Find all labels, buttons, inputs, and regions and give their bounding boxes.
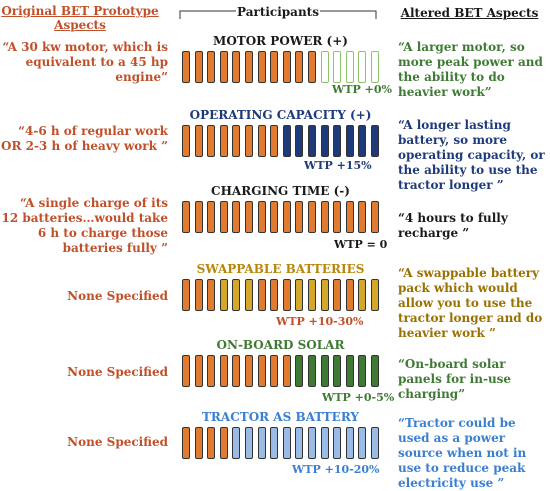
section-tractor-as-battery bbox=[0, 410, 550, 490]
altered-aspect-text: “A longer lasting battery, so more operating capacity, or the ability to use the tractor longer ” bbox=[398, 118, 545, 192]
participant-bar bbox=[220, 51, 228, 83]
participant-bar bbox=[220, 427, 228, 459]
header-participants: Participants bbox=[237, 5, 319, 19]
participant-bar bbox=[283, 125, 291, 157]
participant-bar bbox=[358, 355, 366, 387]
participant-bar bbox=[333, 279, 341, 311]
participant-bar bbox=[258, 355, 266, 387]
participant-bar bbox=[321, 51, 329, 83]
section-title: TRACTOR AS BATTERY bbox=[202, 410, 359, 424]
altered-aspect-text: “Tractor could be used as a power source when not in use to reduce peak electricity use ” bbox=[398, 416, 527, 490]
participant-bar bbox=[182, 51, 190, 83]
participant-bar bbox=[245, 125, 253, 157]
participants-bracket bbox=[178, 8, 378, 20]
participant-bar bbox=[295, 355, 303, 387]
participant-bar bbox=[333, 201, 341, 233]
participant-bar bbox=[333, 355, 341, 387]
participant-bar bbox=[358, 201, 366, 233]
participant-bar bbox=[220, 279, 228, 311]
participant-bar bbox=[283, 51, 291, 83]
altered-aspect-text: “A swappable battery pack which would allow you to use the tractor longer and do heavier work ” bbox=[398, 266, 543, 340]
participant-bar bbox=[371, 427, 379, 459]
participant-bar bbox=[371, 51, 379, 83]
participant-bar bbox=[207, 279, 215, 311]
section-title: MOTOR POWER (+) bbox=[213, 34, 348, 48]
participant-bar bbox=[371, 125, 379, 157]
participant-bar bbox=[258, 51, 266, 83]
participant-bar bbox=[321, 125, 329, 157]
participant-bar bbox=[321, 201, 329, 233]
participant-bar bbox=[358, 427, 366, 459]
participant-bar bbox=[232, 427, 240, 459]
participant-bar bbox=[295, 427, 303, 459]
participant-bar bbox=[220, 355, 228, 387]
participant-bar bbox=[207, 427, 215, 459]
participant-bar bbox=[295, 201, 303, 233]
participant-bar bbox=[182, 125, 190, 157]
header-original-aspects: Original BET Prototype Aspects bbox=[1, 4, 159, 32]
participant-bar bbox=[258, 125, 266, 157]
section-charging-time bbox=[0, 184, 550, 264]
participant-bar bbox=[333, 427, 341, 459]
participant-bar bbox=[195, 427, 203, 459]
participant-bar bbox=[333, 51, 341, 83]
participant-bar bbox=[270, 279, 278, 311]
participant-bar bbox=[270, 51, 278, 83]
participant-bar bbox=[371, 279, 379, 311]
participant-bar bbox=[283, 201, 291, 233]
participant-bar bbox=[270, 125, 278, 157]
participant-bar bbox=[308, 201, 316, 233]
participant-bar bbox=[283, 355, 291, 387]
participant-bar bbox=[358, 51, 366, 83]
participant-bar bbox=[371, 355, 379, 387]
wtp-label: WTP +10-30% bbox=[276, 315, 364, 328]
participant-bar bbox=[346, 355, 354, 387]
participant-bar bbox=[295, 51, 303, 83]
participant-bar bbox=[346, 279, 354, 311]
participant-bar bbox=[308, 125, 316, 157]
participant-bar bbox=[346, 427, 354, 459]
participant-bar bbox=[220, 125, 228, 157]
participant-bar bbox=[245, 51, 253, 83]
participant-bar bbox=[195, 355, 203, 387]
participant-bar bbox=[270, 355, 278, 387]
participant-bar bbox=[270, 427, 278, 459]
participant-bar bbox=[358, 125, 366, 157]
original-aspect-text: None Specified bbox=[67, 365, 168, 379]
section-title: SWAPPABLE BATTERIES bbox=[196, 262, 365, 276]
participant-bar bbox=[207, 201, 215, 233]
altered-aspect-text: “4 hours to fully recharge ” bbox=[398, 211, 508, 240]
original-aspect-text: “A 30 kw motor, which is equivalent to a 45 hp engine” bbox=[2, 40, 168, 84]
participant-bar bbox=[182, 279, 190, 311]
participant-bar bbox=[321, 427, 329, 459]
section-title: CHARGING TIME (-) bbox=[211, 184, 350, 198]
participant-bar bbox=[207, 51, 215, 83]
participant-bar bbox=[195, 125, 203, 157]
participant-bar bbox=[232, 279, 240, 311]
participant-bar bbox=[283, 427, 291, 459]
participant-bar bbox=[245, 355, 253, 387]
wtp-label: WTP +15% bbox=[304, 159, 372, 172]
participant-bar bbox=[308, 51, 316, 83]
participant-bar bbox=[308, 427, 316, 459]
wtp-label: WTP +0-5% bbox=[322, 391, 395, 404]
participant-bar bbox=[232, 201, 240, 233]
altered-aspect-text: “On-board solar panels for in-use charging” bbox=[398, 357, 512, 401]
participant-bar bbox=[232, 355, 240, 387]
participant-bar bbox=[308, 355, 316, 387]
participant-bar bbox=[321, 355, 329, 387]
participant-bar bbox=[346, 51, 354, 83]
wtp-label: WTP +10-20% bbox=[292, 463, 380, 476]
original-aspect-text: None Specified bbox=[67, 289, 168, 303]
participant-bar bbox=[358, 279, 366, 311]
participant-bar bbox=[333, 125, 341, 157]
participant-bar bbox=[295, 125, 303, 157]
participant-bar bbox=[258, 427, 266, 459]
participant-bar bbox=[195, 279, 203, 311]
section-swappable-batteries bbox=[0, 262, 550, 342]
section-title: ON-BOARD SOLAR bbox=[216, 338, 345, 352]
participant-bar bbox=[232, 125, 240, 157]
wtp-label: WTP = 0 bbox=[334, 238, 388, 251]
participant-bar bbox=[182, 427, 190, 459]
participant-bar bbox=[195, 201, 203, 233]
participant-bar bbox=[182, 355, 190, 387]
participant-bar bbox=[346, 125, 354, 157]
participant-bar bbox=[207, 355, 215, 387]
participant-bar bbox=[283, 279, 291, 311]
participant-bar bbox=[258, 201, 266, 233]
participant-bar bbox=[245, 427, 253, 459]
participant-bar bbox=[245, 279, 253, 311]
participant-bar bbox=[346, 201, 354, 233]
participant-bar bbox=[321, 279, 329, 311]
participant-bar bbox=[371, 201, 379, 233]
participant-bar bbox=[182, 201, 190, 233]
participant-bar bbox=[220, 201, 228, 233]
section-title: OPERATING CAPACITY (+) bbox=[189, 108, 372, 122]
wtp-label: WTP +0% bbox=[332, 83, 392, 96]
header-altered-aspects: Altered BET Aspects bbox=[400, 6, 539, 20]
original-aspect-text: “A single charge of its 12 batteries…would take 6 h to charge those batteries fully ” bbox=[1, 196, 168, 255]
section-motor-power bbox=[0, 34, 550, 114]
participant-bar bbox=[295, 279, 303, 311]
participant-bar bbox=[308, 279, 316, 311]
participant-bar bbox=[195, 51, 203, 83]
original-aspect-text: None Specified bbox=[67, 435, 168, 449]
participant-bar bbox=[245, 201, 253, 233]
participant-bar bbox=[270, 201, 278, 233]
altered-aspect-text: “A larger motor, so more peak power and the ability to do heavier work” bbox=[398, 40, 543, 99]
participant-bar bbox=[207, 125, 215, 157]
participant-bar bbox=[232, 51, 240, 83]
participant-bar bbox=[258, 279, 266, 311]
section-on-board-solar bbox=[0, 338, 550, 418]
original-aspect-text: “4-6 h of regular work OR 2-3 h of heavy work ” bbox=[0, 124, 168, 153]
